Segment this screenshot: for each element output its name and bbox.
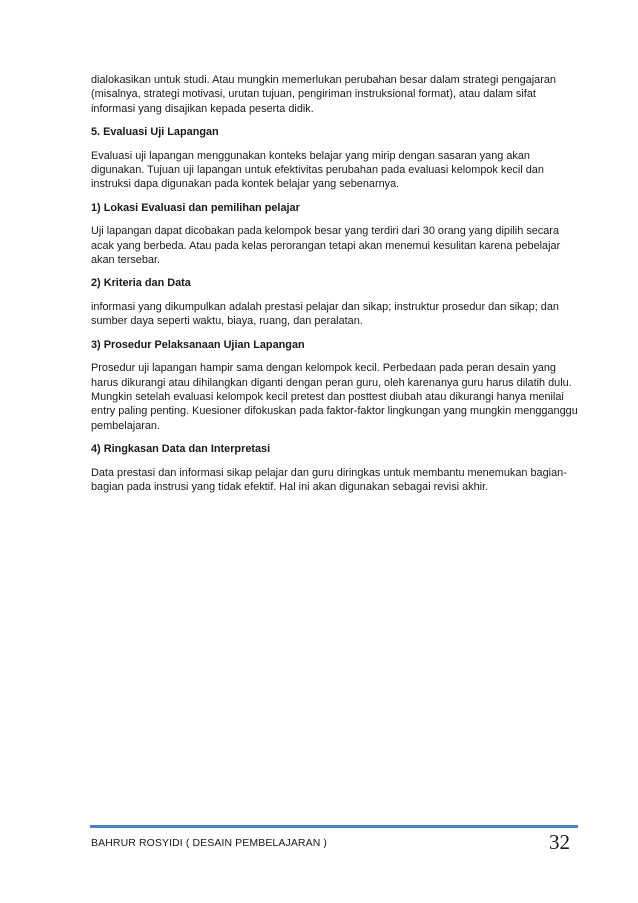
heading-evaluasi-uji-lapangan: 5. Evaluasi Uji Lapangan [91,126,219,139]
paragraph-continuation: dialokasikan untuk studi. Atau mungkin memerlukan perubahan besar dalam strategi pengajaran (misalnya, strategi motivasi, urutan tujuan, pengiriman instruksional format), atau dalam sifat informasi yang disajikan kepada peserta didik. [91,74,556,115]
heading-prosedur-pelaksanaan: 3) Prosedur Pelaksanaan Ujian Lapangan [91,338,305,351]
footer-divider [90,825,578,828]
heading-lokasi-evaluasi: 1) Lokasi Evaluasi dan pemilihan pelajar [91,201,300,214]
paragraph-ringkasan-data: Data prestasi dan informasi sikap pelajar dan guru diringkas untuk membantu menemukan bagian-bagian pada instrusi yang tidak efektif. Hal ini akan digunakan sebagai revisi akhir. [91,466,567,493]
paragraph-prosedur-pelaksanaan: Prosedur uji lapangan hampir sama dengan kelompok kecil. Perbedaan pada peran desain yang harus dikurangi atau dihilangkan diganti dengan peran guru, oleh karenanya guru harus dilatih dulu. Mungkin setelah evaluasi kelompok kecil pretest dan posttest diubah atau dikurangi hanya menilai entry paling penting. Kuesioner difokuskan pada faktor-faktor lingkungan yang mungkin mengganggu pembelajaran. [91,362,578,432]
page-number: 32 [549,830,570,854]
paragraph-evaluasi-uji-lapangan: Evaluasi uji lapangan menggunakan konteks belajar yang mirip dengan sasaran yang akan digunakan. Tujuan uji lapangan untuk efektivitas perubahan pada evaluasi kelompok kecil dan instruksi dapa digunakan pada kontek belajar yang sebenarnya. [91,149,544,191]
heading-ringkasan-data: 4) Ringkasan Data dan Interpretasi [91,443,271,456]
page-body [91,73,583,503]
paragraph-lokasi-evaluasi: Uji lapangan dapat dicobakan pada kelompok besar yang terdiri dari 30 orang yang dipilih secara acak yang berbeda. Atau pada kelas perorangan tetapi akan menemui kesulitan karena pebelajar akan tersebar. [91,225,561,267]
paragraph-kriteria-data: informasi yang dikumpulkan adalah prestasi pelajar dan sikap; instruktur prosedur dan sikap; dan sumber daya seperti waktu, biaya, ruang, dan peralatan. [91,300,559,328]
heading-kriteria-data: 2) Kriteria dan Data [91,277,191,290]
footer-author-title: BAHRUR ROSYIDI ( DESAIN PEMBELAJARAN ) [91,837,328,849]
